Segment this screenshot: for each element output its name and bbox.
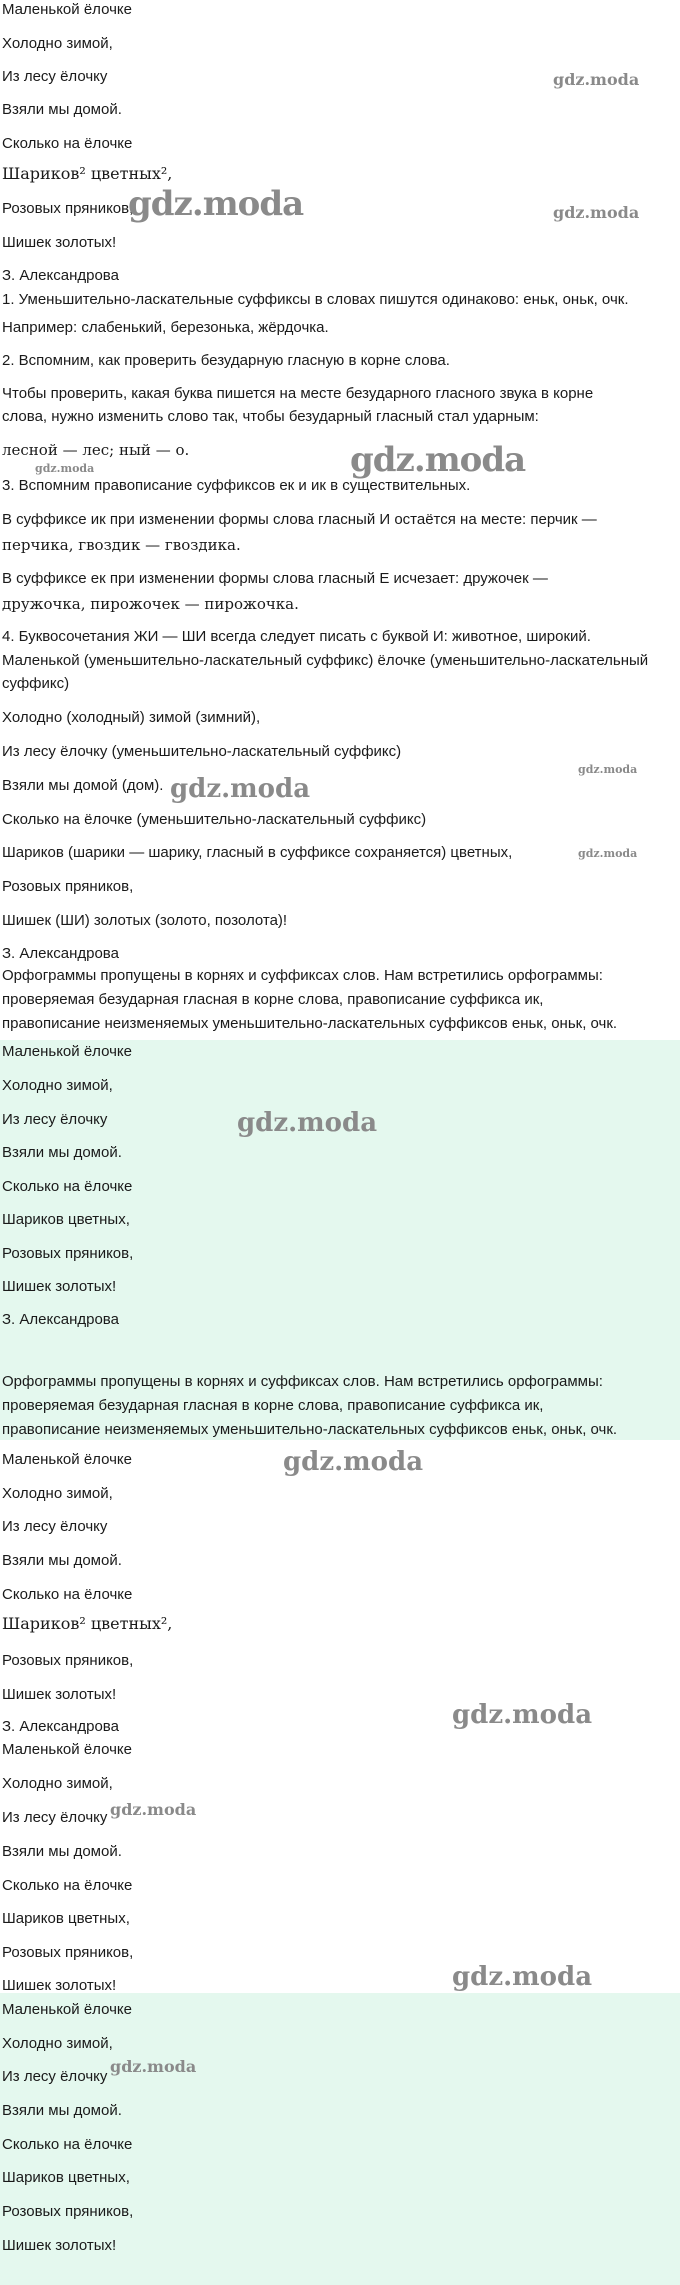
poem-line: Шариков² цветных²,: [2, 164, 173, 183]
poem-line: Розовых пряников,: [2, 1944, 134, 1961]
poem-line: Холодно зимой,: [2, 35, 113, 52]
poem-line: Из лесу ёлочку: [2, 68, 108, 85]
paragraph: Чтобы проверить, какая буква пишется на месте безударного гласного звука в корне: [2, 385, 594, 402]
poem-line: Холодно зимой,: [2, 1485, 113, 1502]
paragraph: 4. Буквосочетания ЖИ — ШИ всегда следует писать с буквой И: животное, широкий.: [2, 628, 591, 645]
paragraph: Например: слабенький, березонька, жёрдочка.: [2, 319, 329, 336]
watermark: gdz.moda: [553, 203, 640, 222]
poem-line: Холодно зимой,: [2, 1775, 113, 1792]
poem-line: Шишек золотых!: [2, 1686, 117, 1703]
watermark: gdz.moda: [35, 462, 95, 475]
paragraph: правописание неизменяемых уменьшительно-ласкательных суффиксов еньк, оньк, очк.: [2, 1421, 618, 1438]
watermark: gdz.moda: [110, 2057, 197, 2076]
poem-line: Шариков цветных,: [2, 1910, 130, 1927]
watermark: gdz.moda: [553, 70, 640, 89]
poem-line: Взяли мы домой.: [2, 1843, 122, 1860]
paragraph: Орфограммы пропущены в корнях и суффиксах слов. Нам встретились орфограммы:: [2, 967, 603, 984]
paragraph: 3. Вспомним правописание суффиксов ек и ик в существительных.: [2, 477, 471, 494]
poem-line: Маленькой ёлочке: [2, 1, 132, 18]
paragraph: проверяемая безударная гласная в корне слова, правописание суффикса ик,: [2, 1397, 544, 1414]
paragraph: Шишек (ШИ) золотых (золото, позолота)!: [2, 912, 288, 929]
watermark: gdz.moda: [110, 1800, 197, 1819]
watermark: gdz.moda: [283, 1447, 424, 1477]
paragraph: 2. Вспомним, как проверить безударную гласную в корне слова.: [2, 352, 450, 369]
paragraph: перчика, гвоздик — гвоздика.: [2, 536, 241, 554]
watermark: gdz.moda: [128, 184, 304, 224]
poem-line: Розовых пряников,: [2, 200, 134, 217]
poem-line: Розовых пряников,: [2, 1652, 134, 1669]
paragraph: Розовых пряников,: [2, 878, 134, 895]
poem-line: Взяли мы домой.: [2, 1552, 122, 1569]
paragraph: Орфограммы пропущены в корнях и суффиксах слов. Нам встретились орфограммы:: [2, 1373, 603, 1390]
watermark: gdz.moda: [578, 847, 638, 860]
poem-line: Шишек золотых!: [2, 1977, 117, 1994]
watermark: gdz.moda: [237, 1108, 378, 1138]
poem-line: Из лесу ёлочку: [2, 1518, 108, 1535]
paragraph: правописание неизменяемых уменьшительно-ласкательных суффиксов еньк, оньк, очк.: [2, 1015, 618, 1032]
author: З. Александрова: [2, 267, 119, 284]
poem-line: Маленькой ёлочке: [2, 2001, 132, 2018]
poem-line: Маленькой ёлочке: [2, 1043, 132, 1060]
poem-line: Шариков цветных,: [2, 2169, 130, 2186]
poem-line: Розовых пряников,: [2, 2203, 134, 2220]
paragraph: проверяемая безударная гласная в корне слова, правописание суффикса ик,: [2, 991, 544, 1008]
poem-line: Сколько на ёлочке: [2, 1586, 133, 1603]
poem-line: Маленькой ёлочке: [2, 1741, 132, 1758]
poem-line: Холодно зимой,: [2, 2035, 113, 2052]
watermark: gdz.moda: [452, 1700, 593, 1730]
author: З. Александрова: [2, 1718, 119, 1735]
poem-line: Розовых пряников,: [2, 1245, 134, 1262]
watermark: gdz.moda: [452, 1962, 593, 1992]
poem-line: Взяли мы домой.: [2, 2102, 122, 2119]
paragraph: В суффиксе ек при изменении формы слова гласный Е исчезает: дружочек —: [2, 570, 548, 587]
poem-line: Шишек золотых!: [2, 234, 117, 251]
poem-line: Сколько на ёлочке: [2, 135, 133, 152]
paragraph: суффикс): [2, 675, 70, 692]
poem-line: Сколько на ёлочке: [2, 2136, 133, 2153]
poem-line: Взяли мы домой.: [2, 1144, 122, 1161]
paragraph: слова, нужно изменить слово так, чтобы безударный гласный стал ударным:: [2, 408, 539, 425]
paragraph: 1. Уменьшительно-ласкательные суффиксы в словах пишутся одинаково: еньк, оньк, очк.: [2, 291, 629, 308]
paragraph: Маленькой (уменьшительно-ласкательный суффикс) ёлочке (уменьшительно-ласкательный: [2, 652, 649, 669]
author: З. Александрова: [2, 1311, 119, 1328]
paragraph: Сколько на ёлочке (уменьшительно-ласкательный суффикс): [2, 811, 427, 828]
watermark: gdz.moda: [170, 774, 311, 804]
paragraph: Шариков (шарики — шарику, гласный в суффиксе сохраняется) цветных,: [2, 844, 513, 861]
poem-line: Шишек золотых!: [2, 1278, 117, 1295]
author: З. Александрова: [2, 945, 119, 962]
poem-line: Взяли мы домой.: [2, 101, 122, 118]
paragraph: Из лесу ёлочку (уменьшительно-ласкательный суффикс): [2, 743, 402, 760]
poem-line: Из лесу ёлочку: [2, 2068, 108, 2085]
paragraph: В суффиксе ик при изменении формы слова гласный И остаётся на месте: перчик —: [2, 511, 597, 528]
poem-line: Сколько на ёлочке: [2, 1178, 133, 1195]
watermark: gdz.moda: [350, 440, 526, 480]
poem-line: Шишек золотых!: [2, 2237, 117, 2254]
paragraph: Взяли мы домой (дом).: [2, 777, 164, 794]
poem-line: Шариков² цветных²,: [2, 1614, 173, 1633]
poem-line: Из лесу ёлочку: [2, 1111, 108, 1128]
poem-line: Холодно зимой,: [2, 1077, 113, 1094]
poem-line: Шариков цветных,: [2, 1211, 130, 1228]
watermark: gdz.moda: [578, 763, 638, 776]
paragraph: Холодно (холодный) зимой (зимний),: [2, 709, 261, 726]
paragraph: лесной — лес; ный — о.: [2, 441, 190, 459]
poem-line: Сколько на ёлочке: [2, 1877, 133, 1894]
poem-line: Маленькой ёлочке: [2, 1451, 132, 1468]
paragraph: дружочка, пирожочек — пирожочка.: [2, 595, 299, 613]
poem-line: Из лесу ёлочку: [2, 1809, 108, 1826]
